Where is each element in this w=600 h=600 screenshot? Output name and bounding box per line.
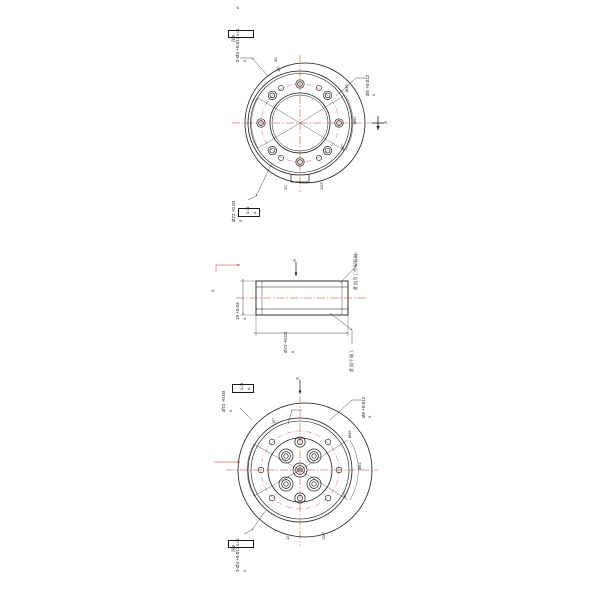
top-datum-box-letter: A [252,211,257,214]
bottom-frame-value: 0.01 [235,538,240,546]
top-dia-label: Ø72 +0.03 [231,200,236,222]
front-view-group [216,252,368,344]
top-dim-46: Ø46 [344,84,349,92]
bottom-datum-box-value: 0.01 [239,382,244,390]
front-surface-note-bottom: 此面不加工 [349,349,354,372]
top-small-bore-zero: 0 [371,93,376,96]
bottom-angle-15: 15° [271,417,276,424]
bottom-dia-zero: 0 [228,409,233,412]
top-section-letter-a: A [383,120,388,124]
bottom-small-bore-label: Ø5 +0.012 [361,396,366,418]
bottom-angle-120: 120° [321,531,326,540]
top-num-12: 12 [283,185,288,190]
bottom-view-group [214,380,378,546]
bottom-tolerance-frame [228,540,254,548]
bottom-num-12: 12 [285,535,290,540]
top-angle-25: 25° [340,143,345,150]
front-height-dim: 18 +0.03 [235,302,240,320]
front-surface-note-top: 此面为工作安装面 [353,254,358,290]
bottom-dim-46: Ø46 [347,430,352,438]
front-section-letter-a: A [292,258,297,262]
bottom-small-bore-zero: 0 [367,415,372,418]
top-bolt-spec-zero: 0 [242,59,247,62]
top-datum-box-value: 0.01 [245,206,250,214]
top-bolt-spec-label: 3-Ø4 +0.012 [235,36,240,62]
top-small-bore-label: Ø5 +0.012 [365,74,370,96]
top-depth-label: 深6 [231,34,236,42]
top-tolerance-frame [228,30,254,38]
front-axis-letter: A [210,289,215,292]
top-view-group [232,55,384,200]
bottom-dim-62: Ø62 [357,462,362,470]
bottom-angle-25: 25° [342,491,347,498]
bottom-datum-box-letter: A [246,387,251,390]
top-frame-datum: A [235,6,240,9]
top-angle-15: 15° [276,65,281,72]
bottom-dia-label: Ø72 +0.03 [221,390,226,412]
bottom-bolt-spec-zero: 0 [242,569,247,572]
top-frame-value: 0.01 [235,28,240,36]
front-width-zero: 0 [290,350,295,353]
top-dim-62: Ø62 [352,116,357,124]
bottom-depth-label: 深6 [231,544,236,552]
bottom-bolt-spec-label: 3-Ø4 +0.012 [235,546,240,572]
bottom-section-letter-a: A [295,376,300,380]
top-dia-zero: 0 [238,219,243,222]
top-angle-120: 120° [319,181,324,190]
front-height-zero: 0 [242,317,247,320]
top-num-30: 30 [273,57,278,62]
front-width-dim: Ø72 +0.03 [283,331,288,353]
